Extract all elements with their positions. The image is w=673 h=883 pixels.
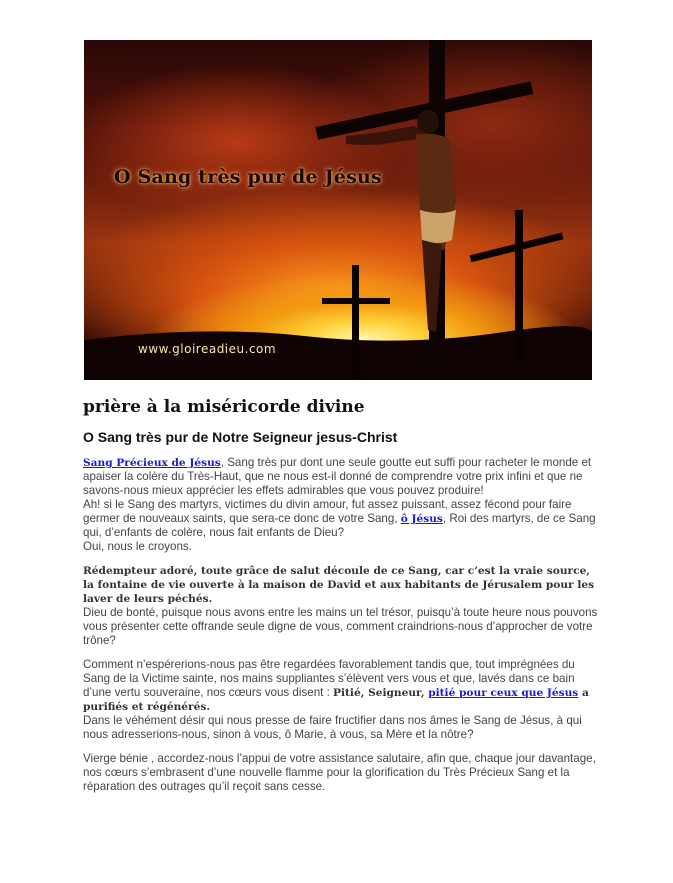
paragraph-4-bold: Rédempteur adoré, toute grâce de salut découle de ce Sang, car c’est la vraie source, la fontaine de vie ouverte à la maison de David et aux habitants de Jérusalem pour les laver de leurs péchés.: [83, 565, 595, 605]
hero-website: www.gloireadieu.com: [138, 342, 277, 356]
link-o-jesus[interactable]: ô Jésus: [400, 513, 443, 525]
hero-title: O Sang très pur de Jésus: [114, 166, 382, 188]
paragraph-1: [83, 456, 598, 498]
paragraph-6: [83, 658, 598, 714]
paragraph-2-text-after: , Roi des martyrs, de ce Sang qui, d’enfants de colère, nous fait enfants de Dieu?: [83, 512, 596, 539]
paragraph-2-text-before: Ah! si le Sang des martyrs, victimes du divin amour, fut assez puissant, assez fécond pour faire germer de nouveaux saints, que sera-ce donc de votre Sang,: [83, 498, 572, 525]
link-sang-precieux[interactable]: Sang Précieux de Jésus: [83, 457, 221, 469]
paragraph-7: Dans le véhément désir qui nous presse de faire fructifier dans nos âmes le Sang de Jésus, à qui nous adresserions-nous, sinon à vous, ô Marie, à vous, sa Mère et la nôtre?: [83, 714, 582, 741]
paragraph-3: Oui, nous le croyons.: [83, 540, 192, 553]
crosses-illustration: [84, 40, 592, 380]
paragraph-2: [83, 498, 598, 540]
link-pitie-jesus[interactable]: pitié pour ceux que Jésus: [428, 687, 579, 699]
paragraph-5: Dieu de bonté, puisque nous avons entre les mains un tel trésor, puisqu’à toute heure nous pouvons vous présenter cette offrande seule digne de vous, comment craindrions-nous d’approcher de votre trône?: [83, 606, 598, 647]
paragraph-6-bold-1: Pitié, Seigneur,: [333, 687, 429, 699]
paragraph-1-text: , Sang très pur dont une seule goutte eut suffi pour racheter le monde et apaiser la colère du Très-Haut, que ne nous est-il donné de comprendre votre prix infini et que ne savons-nous mieux apprécier les effets admirables que vous pouvez produire!: [83, 456, 592, 497]
hero-image: [84, 40, 592, 380]
article: [83, 396, 598, 794]
paragraph-6-text: Comment n’espérerions-nous pas être regardées favorablement tandis que, tout imprégnées du Sang de la Victime sainte, nos mains suppliantes s’élèvent vers vous et que, lavés dans ce bain d’une vertu souveraine, nos cœurs vous disent :: [83, 658, 575, 699]
paragraph-8: Vierge bénie , accordez-nous l’appui de votre assistance salutaire, afin que, chaque jour davantage, nos cœurs s’embrasent d’une nouvelle flamme pour la glorification du Très Précieux Sang et la réparation des outrages qu’il reçoit sans cesse.: [83, 752, 596, 793]
article-subtitle: O Sang très pur de Notre Seigneur jesus-Christ: [83, 429, 398, 445]
paragraph-6-bold-2: a purifiés et régénérés.: [83, 687, 589, 713]
page-title: prière à la miséricorde divine: [83, 397, 365, 417]
